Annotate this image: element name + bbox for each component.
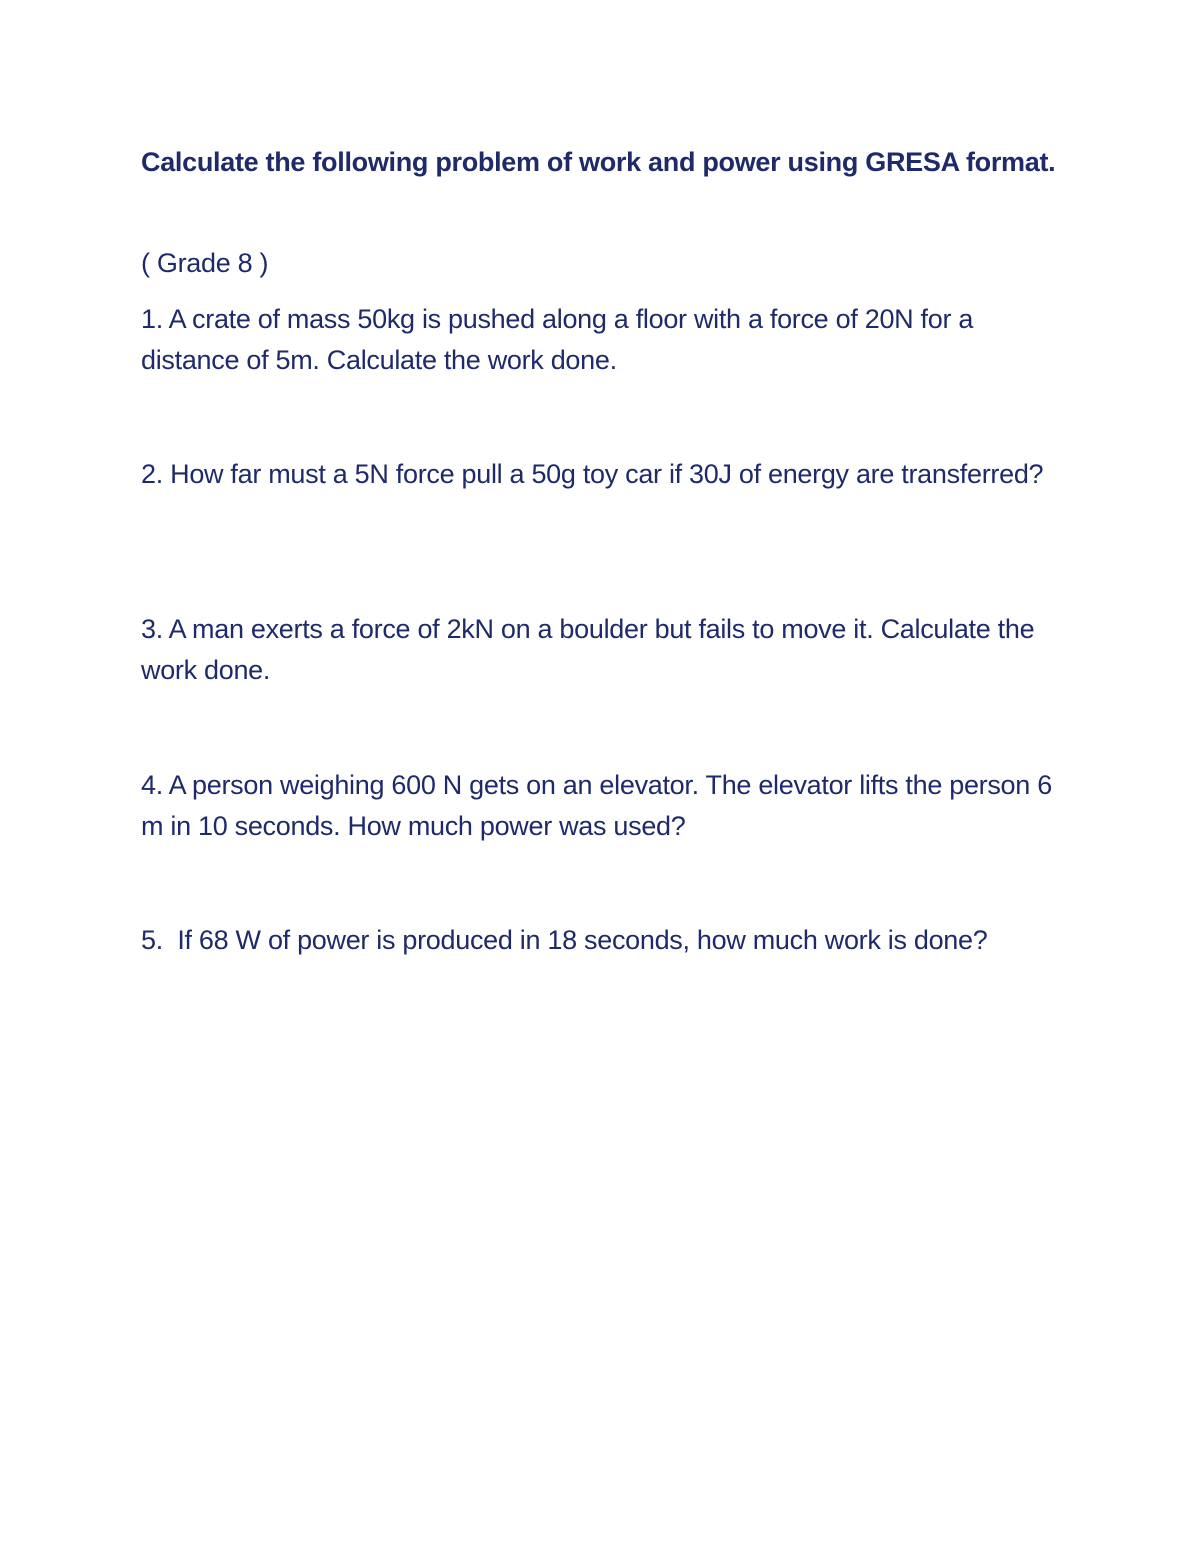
question-2: 2. How far must a 5N force pull a 50g toy car if 30J of energy are transferred? [141,459,1044,489]
question-1: 1. A crate of mass 50kg is pushed along a floor with a force of 20N for a distance of 5m. Calculate the work done. [141,304,974,375]
question-5: 5. If 68 W of power is produced in 18 seconds, how much work is done? [141,925,988,955]
grade-label: ( Grade 8 ) [141,248,269,278]
worksheet-heading: Calculate the following problem of work and power using GRESA format. [141,147,1056,177]
question-4: 4. A person weighing 600 N gets on an elevator. The elevator lifts the person 6 m in 10 seconds. How much power was used? [141,770,1052,841]
question-3: 3. A man exerts a force of 2kN on a boulder but fails to move it. Calculate the work done. [141,614,1035,685]
